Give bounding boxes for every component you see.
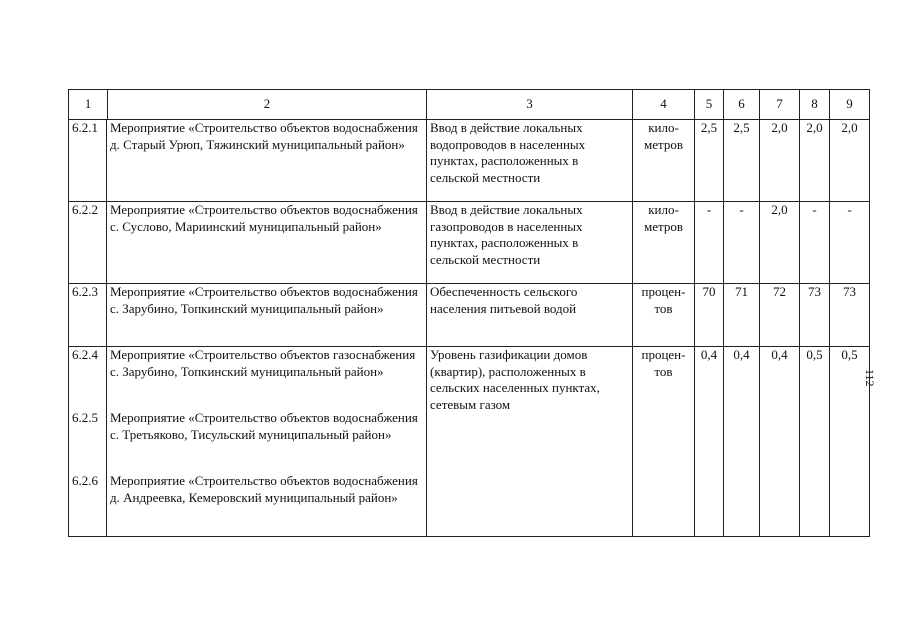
header-col-2: 2 [263, 96, 271, 112]
indicator-text: Обеспеченность сельского населения питьевой водой [427, 284, 633, 347]
measures-table [68, 89, 870, 537]
unit-text: кило-метров [633, 120, 695, 202]
value-cell: 72 [760, 284, 800, 347]
unit-text: процен-тов [633, 347, 695, 537]
value-cell: 73 [830, 284, 870, 347]
row-number: 6.2.1 [69, 120, 107, 202]
indicator-text: Ввод в действие локальных водопроводов в населенных пунктах, расположенных в сельской местности [427, 120, 633, 202]
value-cell: 2,5 [695, 120, 724, 202]
page-number: 112 [863, 369, 877, 387]
event-text: Мероприятие «Строительство объектов водоснабжения с. Суслово, Мариинский муниципальный район» [107, 202, 427, 284]
unit-text: кило-метров [633, 202, 695, 284]
event-text: Мероприятие «Строительство объектов газоснабжения с. Зарубино, Топкинский муниципальный район» [110, 347, 416, 379]
header-cell-1-2 [69, 90, 427, 120]
event-text: Мероприятие «Строительство объектов водоснабжения с. Зарубино, Топкинский муниципальный район» [107, 284, 427, 347]
table-row [69, 284, 870, 347]
row-number-group [69, 347, 107, 537]
value-cell: 2,0 [830, 120, 870, 202]
value-cell: 2,5 [724, 120, 760, 202]
header-col-8: 8 [800, 90, 830, 120]
value-cell: - [800, 202, 830, 284]
value-cell: 0,4 [760, 347, 800, 537]
value-cell: 70 [695, 284, 724, 347]
row-number: 6.2.5 [72, 410, 98, 425]
row-number: 6.2.4 [72, 347, 98, 362]
header-col-9: 9 [830, 90, 870, 120]
unit-text: процен-тов [633, 284, 695, 347]
header-col-4: 4 [633, 90, 695, 120]
row-number: 6.2.6 [72, 473, 98, 488]
indicator-text: Ввод в действие локальных газопроводов в населенных пунктах, расположенных в сельской местности [427, 202, 633, 284]
table-row [69, 347, 870, 537]
header-row [69, 90, 870, 120]
indicator-text: Уровень газификации домов (квартир), расположенных в сельских населенных пунктах, сетевым газом [427, 347, 633, 537]
header-col-7: 7 [760, 90, 800, 120]
event-group [107, 347, 427, 537]
event-text: Мероприятие «Строительство объектов водоснабжения д. Андреевка, Кемеровский муниципальный район» [110, 473, 418, 505]
row-number: 6.2.2 [69, 202, 107, 284]
header-col-1: 1 [69, 90, 108, 119]
row-number: 6.2.3 [69, 284, 107, 347]
value-cell: 0,5 [800, 347, 830, 537]
event-text: Мероприятие «Строительство объектов водоснабжения д. Старый Урюп, Тяжинский муниципальный район» [107, 120, 427, 202]
header-col-5: 5 [695, 90, 724, 120]
header-col-6: 6 [724, 90, 760, 120]
value-cell: 2,0 [760, 120, 800, 202]
header-col-3: 3 [427, 90, 633, 120]
table-row [69, 202, 870, 284]
value-cell: 0,4 [724, 347, 760, 537]
value-cell: 0,5 [830, 347, 870, 537]
value-cell: - [724, 202, 760, 284]
value-cell: 71 [724, 284, 760, 347]
event-text: Мероприятие «Строительство объектов водоснабжения с. Третьяково, Тисульский муниципальный район» [110, 410, 418, 442]
value-cell: 2,0 [800, 120, 830, 202]
value-cell: - [830, 202, 870, 284]
value-cell: - [695, 202, 724, 284]
value-cell: 73 [800, 284, 830, 347]
value-cell: 0,4 [695, 347, 724, 537]
value-cell: 2,0 [760, 202, 800, 284]
table-row [69, 120, 870, 202]
